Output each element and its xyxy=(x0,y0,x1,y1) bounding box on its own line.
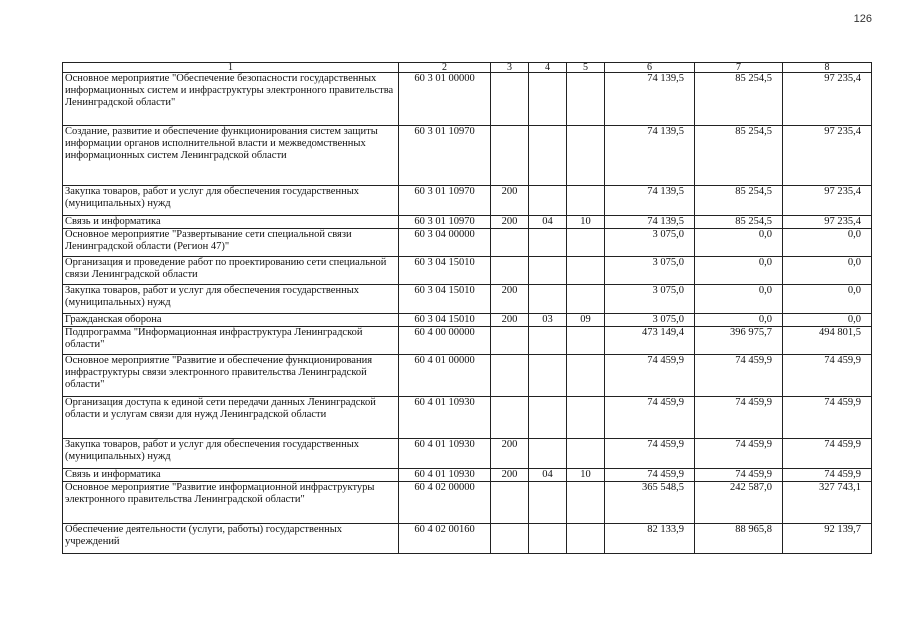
row-value-2023: 92 139,7 xyxy=(783,524,872,554)
row-value-2023: 494 801,5 xyxy=(783,327,872,355)
row-code: 60 4 01 00000 xyxy=(399,355,491,397)
row-section: 04 xyxy=(529,469,567,482)
row-subsection xyxy=(567,524,605,554)
row-value-2023: 97 235,4 xyxy=(783,216,872,229)
row-expense-type: 200 xyxy=(491,439,529,469)
table-row xyxy=(63,482,872,524)
row-value-2023: 97 235,4 xyxy=(783,73,872,126)
row-name: Основное мероприятие "Развитие и обеспечение функционирования инфраструктуры связи электронного правительства Ленинградской области" xyxy=(63,355,399,397)
row-name: Закупка товаров, работ и услуг для обеспечения государственных (муниципальных) нужд xyxy=(63,186,399,216)
row-expense-type xyxy=(491,73,529,126)
row-section xyxy=(529,126,567,186)
row-value-2023: 74 459,9 xyxy=(783,439,872,469)
row-subsection xyxy=(567,397,605,439)
row-code: 60 3 01 10970 xyxy=(399,216,491,229)
page-number: 126 xyxy=(853,13,872,25)
row-subsection xyxy=(567,73,605,126)
header-cell: 7 xyxy=(695,63,783,73)
row-section xyxy=(529,327,567,355)
row-value-2023: 0,0 xyxy=(783,314,872,327)
row-expense-type: 200 xyxy=(491,216,529,229)
row-value-2021: 74 139,5 xyxy=(605,186,695,216)
header-cell: 1 xyxy=(63,63,399,73)
row-expense-type xyxy=(491,229,529,257)
table-row xyxy=(63,186,872,216)
row-value-2021: 74 139,5 xyxy=(605,216,695,229)
row-expense-type xyxy=(491,327,529,355)
row-code: 60 4 01 10930 xyxy=(399,469,491,482)
row-subsection xyxy=(567,285,605,314)
table-row xyxy=(63,257,872,285)
row-expense-type xyxy=(491,397,529,439)
row-code: 60 3 01 10970 xyxy=(399,126,491,186)
header-cell: 5 xyxy=(567,63,605,73)
row-value-2023: 0,0 xyxy=(783,229,872,257)
row-value-2022: 0,0 xyxy=(695,257,783,285)
row-section xyxy=(529,186,567,216)
row-code: 60 4 02 00000 xyxy=(399,482,491,524)
row-subsection xyxy=(567,257,605,285)
row-value-2022: 85 254,5 xyxy=(695,216,783,229)
row-value-2022: 242 587,0 xyxy=(695,482,783,524)
header-cell: 3 xyxy=(491,63,529,73)
row-expense-type xyxy=(491,257,529,285)
row-section xyxy=(529,73,567,126)
header-cell: 2 xyxy=(399,63,491,73)
row-expense-type xyxy=(491,524,529,554)
row-value-2022: 74 459,9 xyxy=(695,355,783,397)
row-subsection xyxy=(567,126,605,186)
row-value-2022: 74 459,9 xyxy=(695,397,783,439)
row-name: Гражданская оборона xyxy=(63,314,399,327)
row-code: 60 3 01 10970 xyxy=(399,186,491,216)
row-subsection xyxy=(567,482,605,524)
row-value-2023: 97 235,4 xyxy=(783,126,872,186)
row-name: Организация и проведение работ по проектированию сети специальной связи Ленинградской области xyxy=(63,257,399,285)
row-value-2022: 85 254,5 xyxy=(695,126,783,186)
row-value-2022: 0,0 xyxy=(695,285,783,314)
row-expense-type xyxy=(491,355,529,397)
row-value-2021: 74 459,9 xyxy=(605,469,695,482)
row-value-2022: 85 254,5 xyxy=(695,73,783,126)
row-name: Подпрограмма "Информационная инфраструктура Ленинградской области" xyxy=(63,327,399,355)
table-row xyxy=(63,285,872,314)
row-code: 60 4 00 00000 xyxy=(399,327,491,355)
row-value-2021: 3 075,0 xyxy=(605,229,695,257)
row-name: Обеспечение деятельности (услуги, работы) государственных учреждений xyxy=(63,524,399,554)
row-value-2023: 327 743,1 xyxy=(783,482,872,524)
row-code: 60 4 01 10930 xyxy=(399,439,491,469)
table-row xyxy=(63,524,872,554)
row-value-2021: 3 075,0 xyxy=(605,257,695,285)
row-value-2021: 473 149,4 xyxy=(605,327,695,355)
row-code: 60 3 04 00000 xyxy=(399,229,491,257)
row-section xyxy=(529,397,567,439)
row-code: 60 4 02 00160 xyxy=(399,524,491,554)
row-subsection xyxy=(567,355,605,397)
row-subsection: 10 xyxy=(567,216,605,229)
row-subsection xyxy=(567,327,605,355)
row-name: Основное мероприятие "Развертывание сети специальной связи Ленинградской области (Регион 47)" xyxy=(63,229,399,257)
row-name: Создание, развитие и обеспечение функционирования систем защиты информации органов исполнительной власти и межведомственных информационных систем Ленинградской области xyxy=(63,126,399,186)
row-expense-type xyxy=(491,126,529,186)
row-expense-type: 200 xyxy=(491,314,529,327)
row-value-2021: 3 075,0 xyxy=(605,285,695,314)
row-subsection: 09 xyxy=(567,314,605,327)
table-row xyxy=(63,355,872,397)
table-row xyxy=(63,469,872,482)
row-section xyxy=(529,482,567,524)
budget-table xyxy=(62,62,872,554)
table-row xyxy=(63,126,872,186)
header-row xyxy=(63,63,872,73)
table-row xyxy=(63,314,872,327)
row-value-2021: 74 139,5 xyxy=(605,73,695,126)
row-code: 60 3 04 15010 xyxy=(399,314,491,327)
row-section xyxy=(529,229,567,257)
header-cell: 4 xyxy=(529,63,567,73)
row-name: Закупка товаров, работ и услуг для обеспечения государственных (муниципальных) нужд xyxy=(63,439,399,469)
row-subsection xyxy=(567,186,605,216)
row-value-2022: 0,0 xyxy=(695,314,783,327)
row-name: Связь и информатика xyxy=(63,216,399,229)
row-value-2023: 0,0 xyxy=(783,285,872,314)
row-value-2022: 396 975,7 xyxy=(695,327,783,355)
table-row xyxy=(63,216,872,229)
header-cell: 8 xyxy=(783,63,872,73)
table-row xyxy=(63,229,872,257)
row-value-2021: 74 459,9 xyxy=(605,439,695,469)
row-value-2021: 74 459,9 xyxy=(605,397,695,439)
row-expense-type: 200 xyxy=(491,186,529,216)
row-name: Основное мероприятие "Развитие информационной инфраструктуры электронного правительства Ленинградской области" xyxy=(63,482,399,524)
row-section xyxy=(529,355,567,397)
row-value-2023: 74 459,9 xyxy=(783,397,872,439)
row-value-2021: 365 548,5 xyxy=(605,482,695,524)
row-value-2022: 74 459,9 xyxy=(695,469,783,482)
row-code: 60 3 01 00000 xyxy=(399,73,491,126)
table-row xyxy=(63,327,872,355)
row-section xyxy=(529,524,567,554)
row-expense-type: 200 xyxy=(491,469,529,482)
row-value-2022: 0,0 xyxy=(695,229,783,257)
row-section xyxy=(529,439,567,469)
row-value-2023: 74 459,9 xyxy=(783,469,872,482)
row-code: 60 4 01 10930 xyxy=(399,397,491,439)
row-section: 04 xyxy=(529,216,567,229)
table-row xyxy=(63,397,872,439)
row-value-2021: 74 459,9 xyxy=(605,355,695,397)
row-value-2023: 97 235,4 xyxy=(783,186,872,216)
row-value-2022: 88 965,8 xyxy=(695,524,783,554)
row-section xyxy=(529,257,567,285)
row-value-2021: 74 139,5 xyxy=(605,126,695,186)
row-subsection xyxy=(567,229,605,257)
row-value-2023: 74 459,9 xyxy=(783,355,872,397)
row-expense-type xyxy=(491,482,529,524)
table-row xyxy=(63,73,872,126)
table-row xyxy=(63,439,872,469)
row-value-2021: 82 133,9 xyxy=(605,524,695,554)
row-section xyxy=(529,285,567,314)
row-code: 60 3 04 15010 xyxy=(399,285,491,314)
row-name: Закупка товаров, работ и услуг для обеспечения государственных (муниципальных) нужд xyxy=(63,285,399,314)
row-name: Организация доступа к единой сети передачи данных Ленинградской области и услугам связи для нужд Ленинградской области xyxy=(63,397,399,439)
row-value-2021: 3 075,0 xyxy=(605,314,695,327)
row-name: Связь и информатика xyxy=(63,469,399,482)
row-value-2023: 0,0 xyxy=(783,257,872,285)
row-value-2022: 74 459,9 xyxy=(695,439,783,469)
header-cell: 6 xyxy=(605,63,695,73)
row-name: Основное мероприятие "Обеспечение безопасности государственных информационных систем и инфраструктуры электронного правительства Ленинградской области" xyxy=(63,73,399,126)
row-expense-type: 200 xyxy=(491,285,529,314)
row-value-2022: 85 254,5 xyxy=(695,186,783,216)
row-subsection: 10 xyxy=(567,469,605,482)
row-code: 60 3 04 15010 xyxy=(399,257,491,285)
row-subsection xyxy=(567,439,605,469)
row-section: 03 xyxy=(529,314,567,327)
